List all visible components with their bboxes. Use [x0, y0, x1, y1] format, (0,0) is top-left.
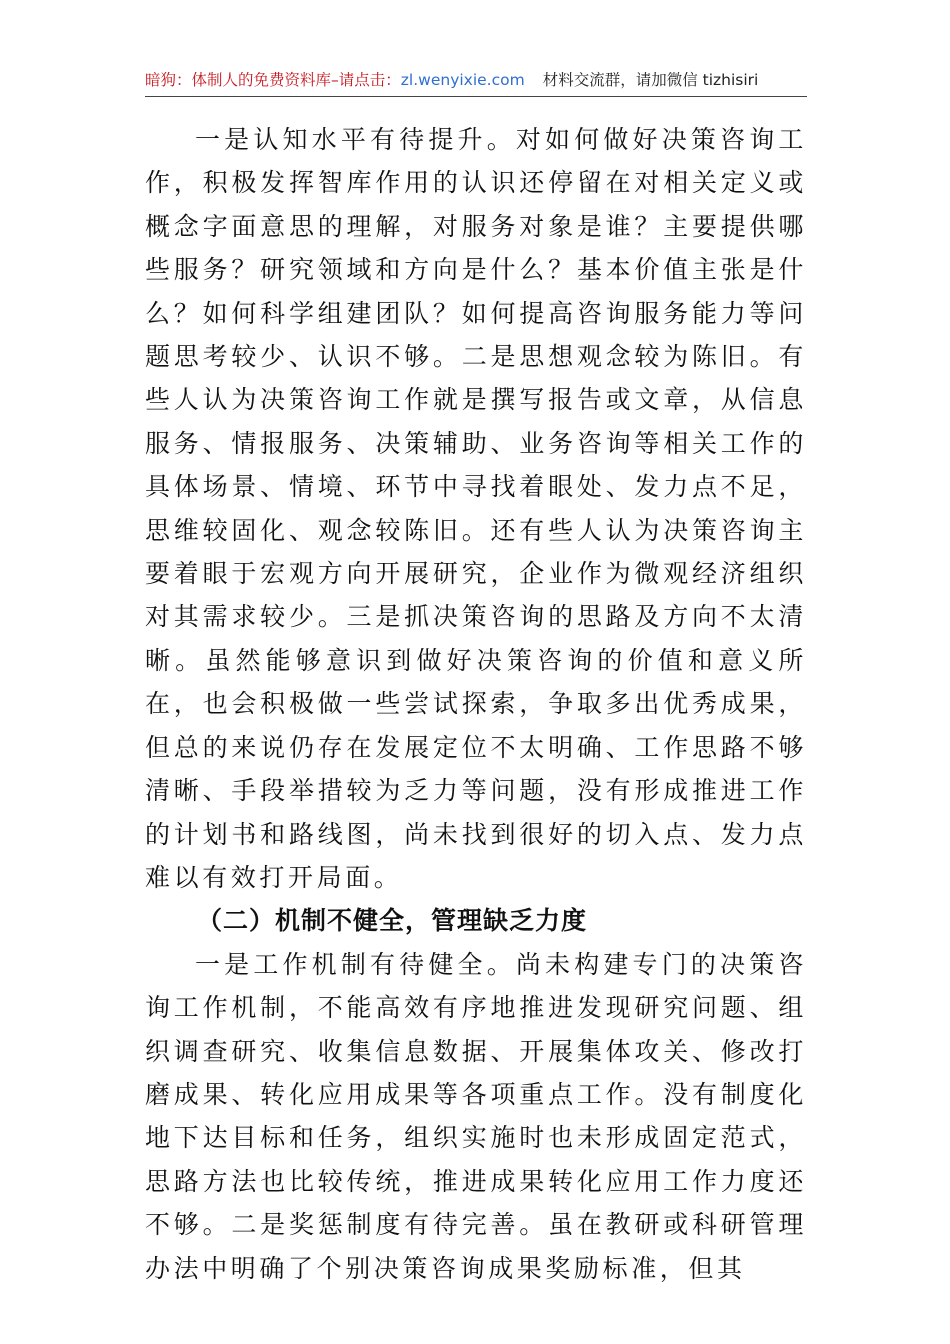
header-wechat: 材料交流群，请加微信 tizhisiri [542, 71, 759, 89]
header-brand: 暗狗：体制人的免费资料库 [145, 71, 332, 89]
page-header [145, 66, 807, 97]
header-url-link[interactable]: zl.wenyixie.com [400, 71, 525, 89]
header-prompt: –请点击： [331, 71, 401, 89]
paragraph-mechanism: 一是工作机制有待健全。尚未构建专门的决策咨询工作机制，不能高效有序地推进发现研究问题、组织调查研究、收集信息数据、开展集体攻关、修改打磨成果、转化应用成果等各项重点工作。没有制度化地下达目标和任务，组织实施时也未形成固定范式，思路方法也比较传统，推进成果转化应用工作力度还不够。二是奖惩制度有待完善。虽在教研或科研管理办法中明确了个别决策咨询成果奖励标准，但其 [145, 949, 807, 1283]
paragraph-cognition: 一是认知水平有待提升。对如何做好决策咨询工作，积极发挥智库作用的认识还停留在对相关定义或概念字面意思的理解，对服务对象是谁？主要提供哪些服务？研究领域和方向是什么？基本价值主张是什么？如何科学组建团队？如何提高咨询服务能力等问题思考较少、认识不够。二是思想观念较为陈旧。有些人认为决策咨询工作就是撰写报告或文章，从信息服务、情报服务、决策辅助、业务咨询等相关工作的具体场景、情境、环节中寻找着眼处、发力点不足，思维较固化、观念较陈旧。还有些人认为决策咨询主要着眼于宏观方向开展研究，企业作为微观经济组织对其需求较少。三是抓决策咨询的思路及方向不太清晰。虽然能够意识到做好决策咨询的价值和意义所在，也会积极做一些尝试探索，争取多出优秀成果，但总的来说仍存在发展定位不太明确、工作思路不够清晰、手段举措较为乏力等问题，没有形成推进工作的计划书和路线图，尚未找到很好的切入点、发力点难以有效打开局面。 [145, 125, 807, 892]
document-body [145, 118, 807, 1290]
section-heading-mechanism: （二）机制不健全，管理缺乏力度 [197, 906, 588, 936]
